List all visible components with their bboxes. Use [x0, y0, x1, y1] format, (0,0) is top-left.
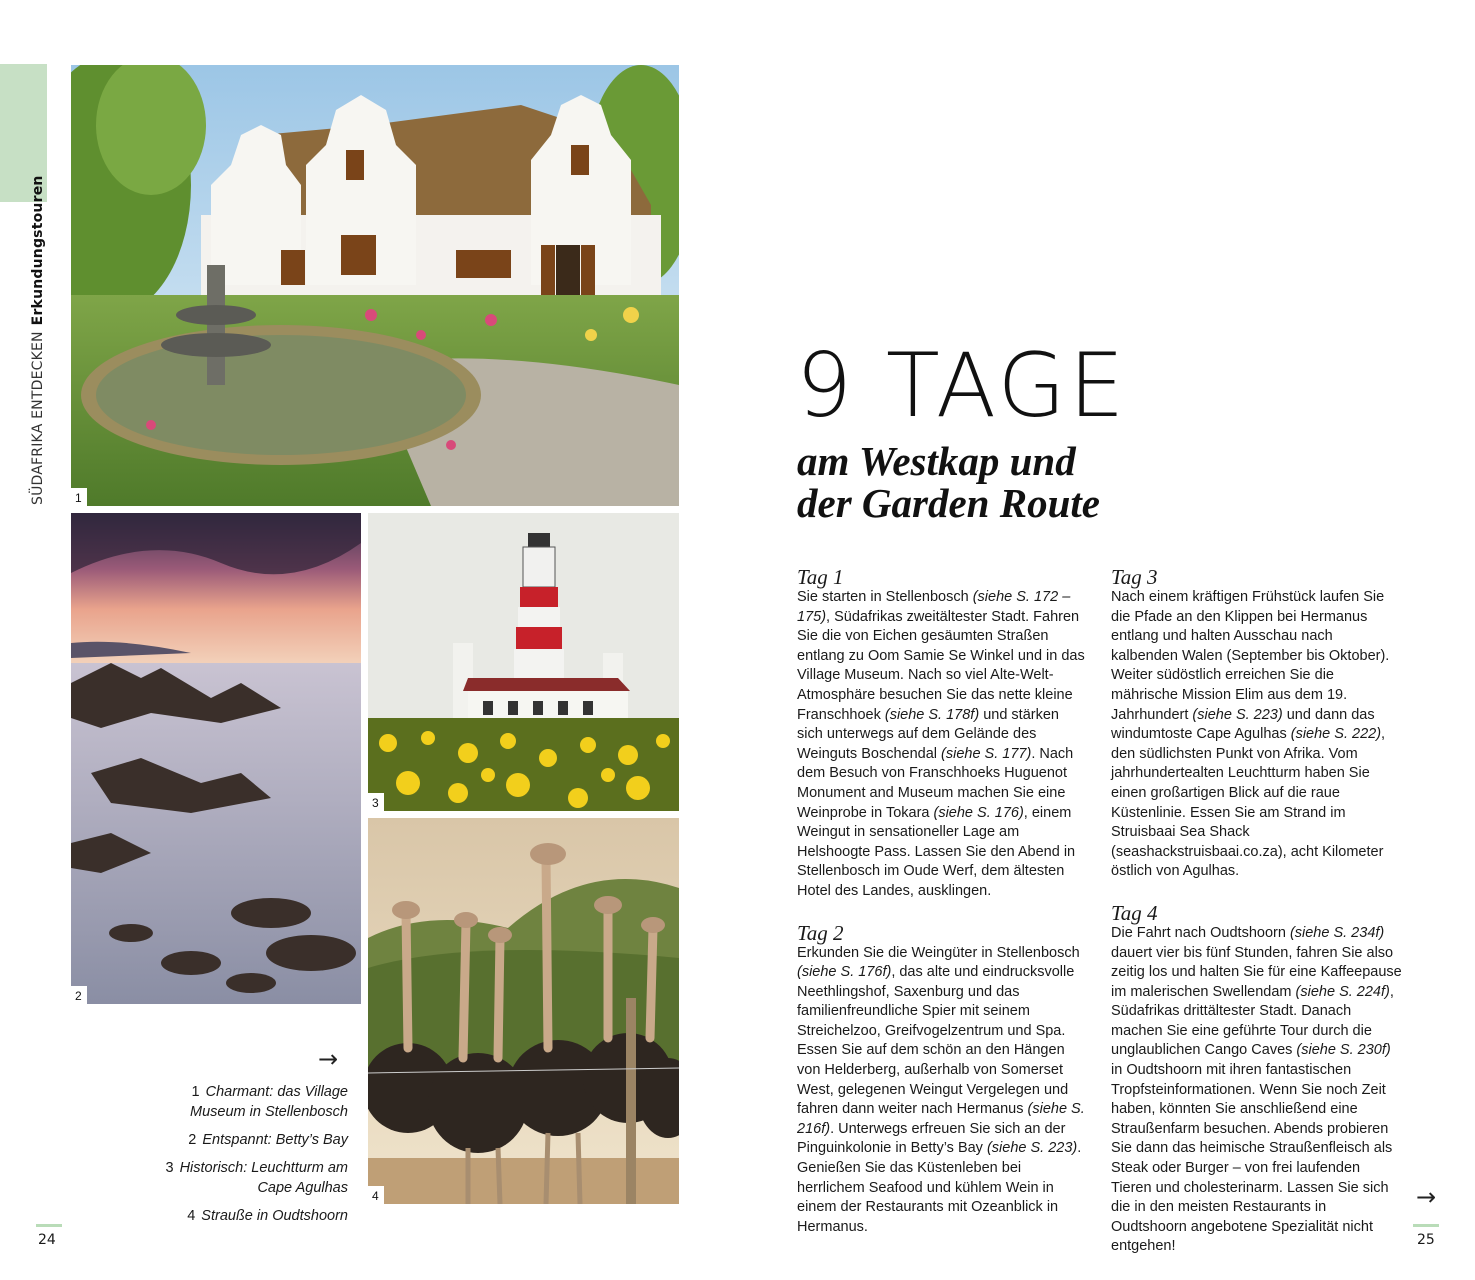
text-run: und dann das windumtoste Cape Agulhas [1111, 706, 1375, 743]
page-reference: (siehe S. 222) [1290, 726, 1382, 743]
text-run: , Südafrikas drittältester Stadt. Danach machen Sie eine geführte Tour durch die unglaublichen Cango Caves [1111, 983, 1394, 1059]
photo-ostriches [368, 818, 679, 1204]
day-heading: Tag 1 [797, 565, 844, 589]
text-run: . Unterwegs erfreuen Sie sich an der Pinguinkolonie in Betty’s Bay [797, 1120, 1066, 1157]
photo-lighthouse [368, 513, 679, 811]
running-header [30, 175, 46, 505]
column-left [797, 566, 1087, 1237]
subtitle-line: am Westkap und [797, 438, 1076, 484]
text-run: , den südlichsten Punkt von Afrika. Vom jahrhundertealten Leuchtturm haben Sie einen großartigen Blick auf die raue Küstenlinie. Essen Sie am Strand im Struisbaai Sea Shack (seashackstruisbaai.co.za), acht Kilometer östlich von Agulhas. [1111, 726, 1386, 880]
day-text [1111, 924, 1403, 1257]
page-number-right: 25 [1417, 1232, 1435, 1248]
text-run: , Südafrikas zweitältester Stadt. Fahren Sie die von Eichen gesäumten Straßen entlang zu Oom Samie Se Winkel und in das Village Museum. Nach so viel Alte-Welt-Atmosphäre besuchen Sie das nette kleine Franschhoek [797, 608, 1085, 723]
text-run: . Genießen Sie das Küstenleben bei herrlichem Seafood und kühlem Wein in einem der Restaurants mit Ozeanblick in Hermanus. [797, 1140, 1082, 1235]
text-run: , einem Weingut in sensationeller Lage am Helshoogte Pass. Lassen Sie den Abend in Stellenbosch im Oude Werf, dem ältesten Hotel des Landes, ausklingen. [797, 804, 1076, 899]
subtitle-line: der Garden Route [797, 480, 1100, 526]
text-run: und stärken sich unterwegs auf dem Gelände des Weinguts Boschendal [797, 706, 1059, 762]
photo-number: 1 [71, 488, 87, 506]
page-reference: (siehe S. 176) [933, 804, 1024, 821]
page-title: 9 TAGE [796, 334, 1128, 437]
caption-item: 4 Strauße in Oudtshoorn [187, 1208, 348, 1224]
page-reference: (siehe S. 216f) [797, 1101, 1085, 1137]
text-run: dauert vier bis fünf Stunden, fahren Sie also zeitig los und halten Sie für eine Kaffeepause im malerischen Swellendam [1111, 944, 1402, 1000]
page-number-left: 24 [38, 1232, 56, 1248]
page-reference: (siehe S. 224f) [1295, 983, 1390, 1000]
section-label: SÜDAFRIKA ENTDECKEN [30, 331, 46, 505]
caption-item: 1 Charmant: das Village Museum in Stellenbosch [190, 1084, 348, 1120]
day-text [797, 944, 1087, 1238]
page-reference: (siehe S. 223) [1192, 706, 1283, 723]
arrow-right-icon: → [318, 1045, 339, 1073]
page-reference: (siehe S. 223) [986, 1140, 1078, 1157]
text-run: Erkunden Sie die Weingüter in Stellenbosch [797, 944, 1080, 961]
page-reference: (siehe S. 176f) [797, 964, 892, 981]
page-reference: (siehe S. 177) [941, 745, 1032, 762]
photo-number: 3 [368, 793, 384, 811]
day-heading: Tag 4 [1111, 900, 1158, 925]
caption-item: 2 Entspannt: Betty’s Bay [188, 1132, 348, 1148]
text-run: Nach einem kräftigen Frühstück laufen Sie die Pfade an den Klippen bei Hermanus entlang und halten Ausschau nach kalbenden Walen (September bis Oktober). Weiter südöstlich erreichen Sie die mährische Mission Elim aus dem 19. Jahrhundert [1111, 589, 1390, 723]
text-run: Sie starten in Stellenbosch [797, 589, 973, 605]
day-text [797, 588, 1087, 902]
photo-number: 4 [368, 1186, 384, 1204]
text-run: in Oudtshoorn mit ihren fantastischen Tropfsteinformationen. Wenn Sie noch Zeit haben, könnten Sie anschließend eine Straußenfarm besuchen. Abends probieren Sie dann das heimische Straußenfleisch als Steak oder Burger – von frei laufenden Tieren und cholesterinarm. Lassen Sie sich die in den meisten Restaurants in Oudtshoorn angebotene Spezialität nicht entgehen! [1111, 1062, 1393, 1255]
page-marker-right [1413, 1224, 1439, 1227]
day-heading: Tag 3 [1111, 565, 1158, 589]
text-run: , das alte und eindrucksvolle Neethlingshof, Saxenburg und das familienfreundliche Spier mit seinem Streichelzoo, Greifvogelzentrum und Spa. Essen Sie auf dem schön an den Hängen von Helderberg, außerhalb von Somerset West, gelegenen Weingut Vergelegen und fahren dann weiter nach Hermanus [797, 964, 1075, 1118]
column-right [1111, 566, 1403, 1257]
day-heading: Tag 2 [797, 920, 844, 945]
text-run: Die Fahrt nach Oudtshoorn [1111, 924, 1290, 941]
day-text [1111, 588, 1403, 882]
chapter-label: Erkundungstouren [30, 175, 46, 326]
photo-village-museum [71, 65, 679, 506]
photo-number: 2 [71, 986, 87, 1004]
text-run: . Nach dem Besuch von Franschhoeks Huguenot Monument and Museum machen Sie eine Weinprobe in Tokara [797, 745, 1074, 821]
page-reference: (siehe S. 234f) [1289, 924, 1385, 941]
page-subtitle [797, 440, 1100, 524]
page-reference: (siehe S. 230f) [1296, 1042, 1391, 1059]
photo-captions [150, 1082, 348, 1234]
page-reference: (siehe S. 172 – 175) [797, 589, 1071, 625]
caption-item: 3 Historisch: Leuchtturm am Cape Agulhas [165, 1160, 348, 1196]
photo-bettys-bay [71, 513, 361, 1004]
page-reference: (siehe S. 178f) [884, 706, 980, 723]
page-marker-left [36, 1224, 62, 1227]
arrow-right-icon: → [1416, 1183, 1437, 1211]
